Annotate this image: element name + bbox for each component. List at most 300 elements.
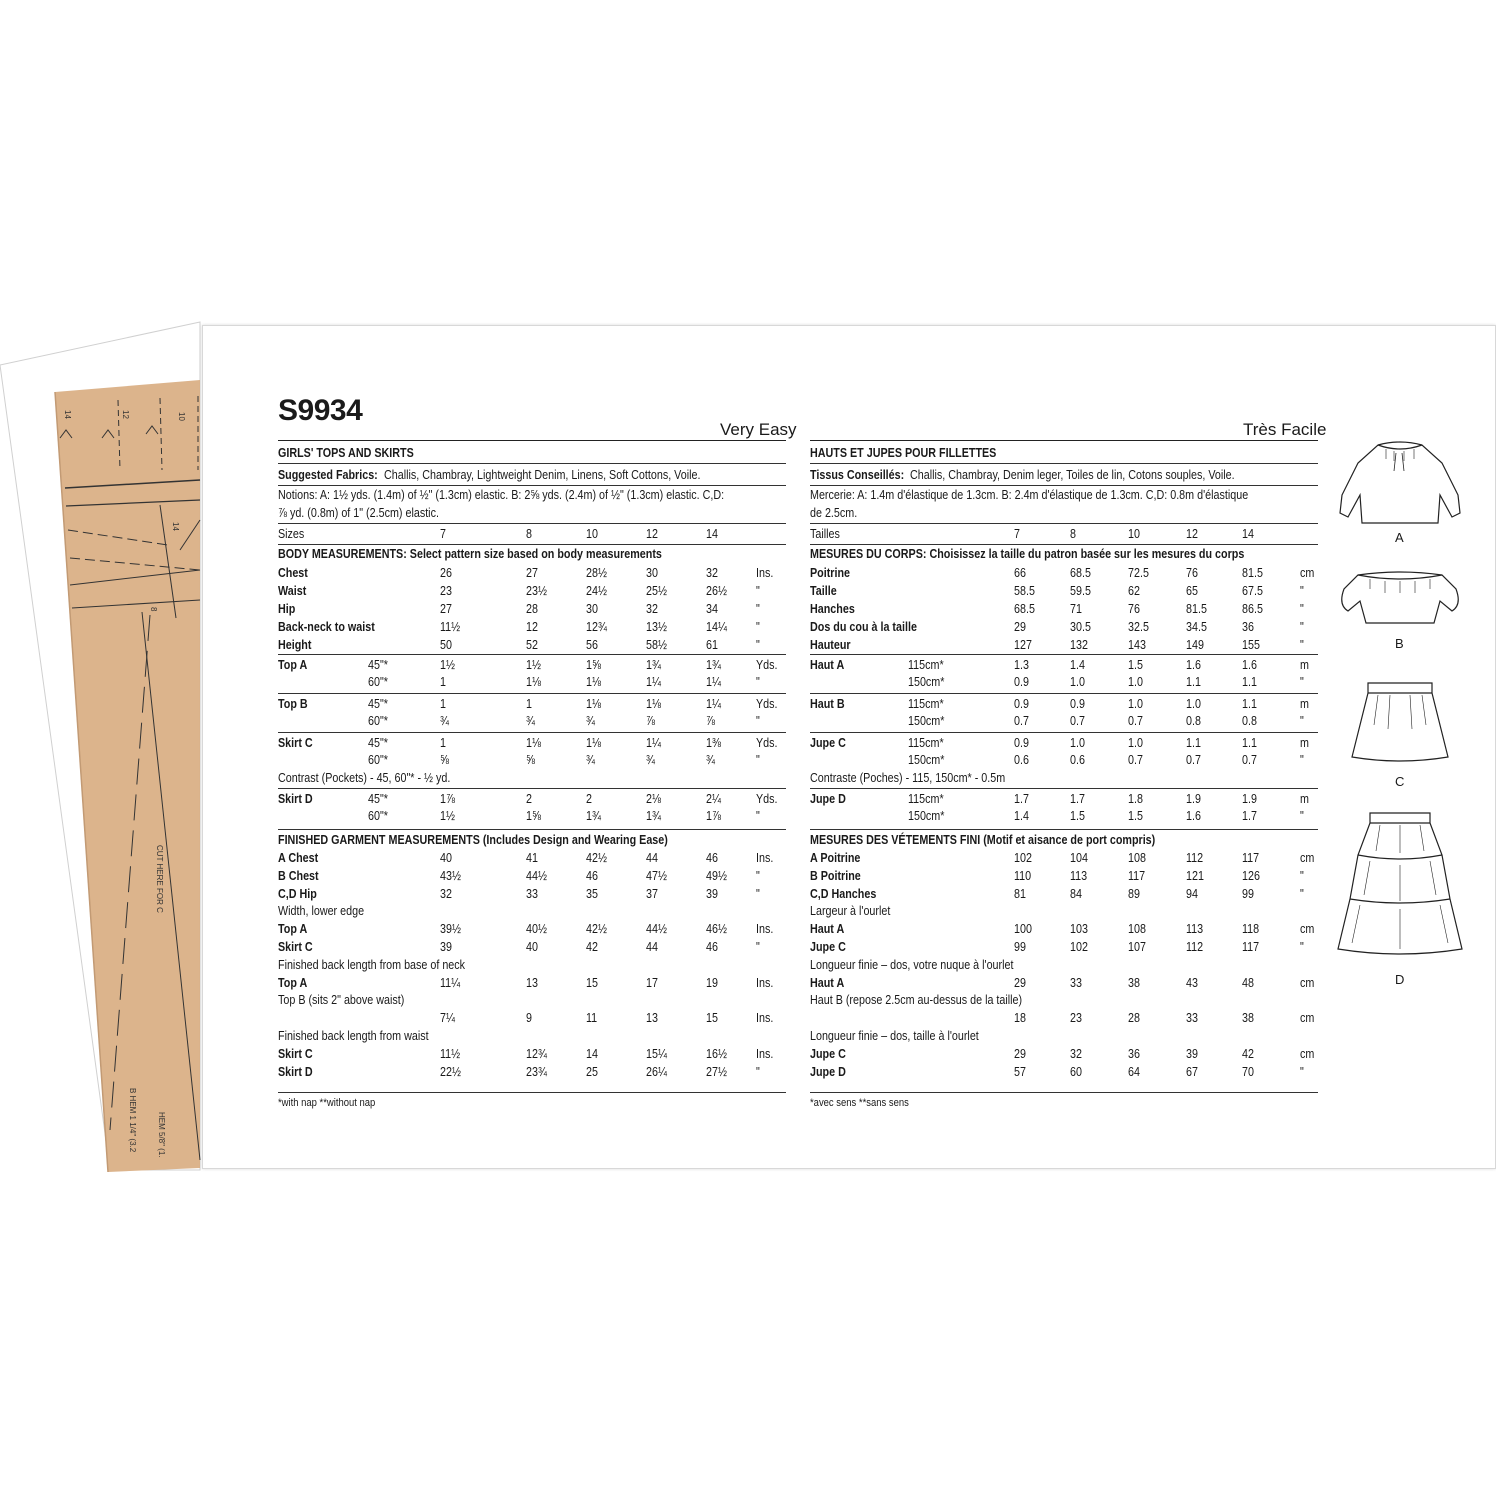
- finished-row-value: 104: [1070, 851, 1088, 865]
- fabric-width: 45"*: [368, 697, 388, 711]
- finished-row-value: 44½: [526, 868, 547, 883]
- size-header: 7: [440, 527, 446, 541]
- yardage-value: ⅝: [526, 753, 535, 767]
- contrast-pockets: Contraste (Poches) - 115, 150cm* - 0.5m: [810, 771, 1006, 785]
- finished-row-value: 60: [1070, 1064, 1082, 1079]
- body-row-value: 23: [440, 584, 452, 598]
- fabric-width: 45"*: [368, 658, 388, 672]
- body-row-value: 34.5: [1186, 620, 1207, 634]
- body-row-unit: ": [1300, 602, 1304, 616]
- yardage-value: ⅞: [646, 714, 655, 728]
- body-row-unit: ": [1300, 620, 1304, 634]
- yardage-value: 1.9: [1242, 792, 1257, 806]
- table-rule: [278, 1092, 786, 1093]
- body-row-value: 58.5: [1014, 584, 1035, 598]
- yardage-unit: Yds.: [756, 792, 778, 806]
- finished-row-value: 89: [1128, 886, 1140, 901]
- finished-row-value: 27½: [706, 1064, 727, 1079]
- yardage-value: 1.9: [1186, 792, 1201, 806]
- yardage-unit: ": [756, 753, 760, 767]
- yardage-value: 1⅜: [706, 736, 721, 750]
- finished-row-value: 117: [1128, 868, 1146, 883]
- finished-row-value: 9: [526, 1011, 532, 1026]
- finished-row-value: 70: [1242, 1064, 1254, 1079]
- body-row-label: Dos du cou à la taille: [810, 620, 917, 634]
- yardage-value: 2: [526, 792, 532, 806]
- finished-row-value: 25: [586, 1064, 598, 1079]
- finished-row-value: 94: [1186, 886, 1198, 901]
- yardage-value: 0.7: [1128, 753, 1143, 767]
- yardage-unit: m: [1300, 792, 1309, 806]
- body-row-value: 59.5: [1070, 584, 1091, 598]
- yardage-value: 1¾: [706, 658, 721, 672]
- finished-row-value: 64: [1128, 1064, 1140, 1079]
- yardage-value: 1.1: [1186, 736, 1201, 750]
- yardage-unit: ": [756, 809, 760, 823]
- yardage-value: 0.9: [1070, 697, 1085, 711]
- yardage-value: 1.5: [1070, 809, 1085, 823]
- yardage-value: 1⅛: [646, 697, 661, 711]
- yardage-value: ¾: [646, 753, 655, 767]
- tissue-cut-here-label: CUT HERE FOR C: [155, 845, 164, 913]
- body-row-value: 27: [440, 602, 452, 616]
- yardage-value: ¾: [586, 714, 595, 728]
- finished-row-unit: Ins.: [756, 851, 774, 865]
- finished-row-label: Haut A: [810, 922, 845, 937]
- yardage-value: 1.1: [1242, 736, 1257, 750]
- yardage-value: 1.4: [1070, 658, 1085, 672]
- body-row-value: 50: [440, 638, 452, 652]
- yardage-value: 1¼: [646, 675, 661, 689]
- yardage-unit: ": [756, 714, 760, 728]
- fabric-width: 60"*: [368, 714, 388, 728]
- finished-row-value: 33: [1186, 1011, 1198, 1026]
- garment-title: GIRLS' TOPS AND SKIRTS: [278, 446, 414, 460]
- finished-row-label: Width, lower edge: [278, 904, 365, 919]
- finished-row-value: 40½: [526, 922, 547, 937]
- finished-row-value: 49½: [706, 868, 727, 883]
- yardage-value: 1: [526, 697, 532, 711]
- yardage-value: 1.5: [1128, 658, 1143, 672]
- finished-row-label: Haut B (repose 2.5cm au-dessus de la taille): [810, 993, 1023, 1008]
- yardage-value: 1.0: [1128, 675, 1143, 689]
- finished-row-value: 117: [1242, 851, 1260, 865]
- body-row-value: 71: [1070, 602, 1082, 616]
- body-row-value: 32: [646, 602, 658, 616]
- body-row-unit: cm: [1300, 566, 1315, 580]
- finished-row-unit: ": [756, 940, 760, 954]
- finished-row-value: 84: [1070, 886, 1082, 901]
- fabric-width: 115cm*: [908, 792, 944, 806]
- body-row-value: 26½: [706, 584, 727, 598]
- finished-row-value: 117: [1242, 940, 1260, 954]
- fabric-width: 115cm*: [908, 697, 944, 711]
- finished-row-label: Longueur finie – dos, votre nuque à l'ourlet: [810, 957, 1014, 972]
- body-row-value: 14¼: [706, 620, 727, 634]
- finished-row-value: 108: [1128, 851, 1146, 865]
- yardage-value: 2¼: [706, 792, 721, 806]
- finished-row-value: 67: [1186, 1064, 1198, 1079]
- body-row-value: 26: [440, 566, 452, 580]
- fabric-width: 45"*: [368, 736, 388, 750]
- finished-row-value: 23: [1070, 1011, 1082, 1026]
- body-row-value: 36: [1242, 620, 1254, 634]
- table-rule: [810, 654, 1318, 655]
- finished-row-value: 39: [1186, 1046, 1198, 1061]
- finished-row-value: 112: [1186, 940, 1204, 954]
- yardage-value: 1⅛: [526, 736, 541, 750]
- body-row-value: 65: [1186, 584, 1198, 598]
- yardage-value: 1⅞: [440, 792, 455, 806]
- yardage-value: 1¾: [646, 658, 661, 672]
- yardage-value: 0.9: [1014, 736, 1029, 750]
- body-row-value: 149: [1186, 638, 1204, 652]
- yardage-value: 1.3: [1014, 658, 1029, 672]
- finished-row-value: 46½: [706, 922, 727, 937]
- yardage-value: 0.8: [1242, 714, 1257, 728]
- size-header: 12: [1186, 527, 1198, 541]
- finished-row-value: 17: [646, 975, 658, 990]
- finished-row-value: 38: [1242, 1011, 1254, 1026]
- finished-row-value: 22½: [440, 1064, 461, 1079]
- finished-row-value: 46: [706, 851, 718, 865]
- body-row-value: 28: [526, 602, 538, 616]
- finished-row-value: 13: [646, 1011, 658, 1026]
- footnote: *with nap **without nap: [278, 1097, 376, 1109]
- finished-row-value: 107: [1128, 940, 1146, 954]
- finished-row-value: 57: [1014, 1064, 1026, 1079]
- table-rule: [810, 732, 1318, 733]
- body-row-value: 32.5: [1128, 620, 1149, 634]
- yardage-view-label: Top B: [278, 697, 308, 711]
- yardage-value: 1.1: [1242, 675, 1257, 689]
- yardage-value: 1: [440, 736, 446, 750]
- yardage-value: 1.1: [1242, 697, 1257, 711]
- yardage-value: 1⅞: [706, 809, 721, 823]
- finished-row-label: Haut A: [810, 975, 845, 990]
- size-header: 8: [526, 527, 532, 541]
- finished-measurements-heading: MESURES DES VÉTEMENTS FINI (Motif et aisance de port compris): [810, 833, 1156, 847]
- finished-row-value: 44: [646, 940, 658, 954]
- fabrics-text: Challis, Chambray, Denim leger, Toiles de lin, Cotons souples, Voile.: [910, 468, 1235, 482]
- finished-row-value: 36: [1128, 1046, 1140, 1061]
- finished-row-value: 42½: [586, 922, 607, 937]
- yardage-value: 1⅝: [586, 658, 601, 672]
- sizes-label: Tailles: [810, 527, 840, 541]
- yardage-value: 0.7: [1186, 753, 1201, 767]
- yardage-value: 1⅛: [586, 736, 601, 750]
- finished-row-label: Jupe C: [810, 940, 846, 954]
- finished-row-value: 126: [1242, 868, 1260, 883]
- yardage-value: 1.4: [1014, 809, 1029, 823]
- finished-row-value: 44: [646, 851, 658, 865]
- finished-row-value: 39½: [440, 922, 461, 937]
- fabric-width: 150cm*: [908, 753, 945, 767]
- finished-row-value: 39: [706, 886, 718, 901]
- yardage-value: 1¼: [706, 675, 721, 689]
- view-illustrations: [1330, 425, 1480, 1005]
- yardage-view-label: Haut B: [810, 697, 845, 711]
- table-rule: [810, 693, 1318, 694]
- yardage-unit: ": [1300, 675, 1304, 689]
- body-row-unit: ": [756, 602, 760, 616]
- body-row-label: Poitrine: [810, 566, 851, 580]
- body-row-value: 143: [1128, 638, 1146, 652]
- size-header: 7: [1014, 527, 1020, 541]
- yardage-value: 1½: [526, 658, 541, 672]
- finished-row-value: 18: [1014, 1011, 1026, 1026]
- finished-row-unit: Ins.: [756, 975, 774, 990]
- yardage-value: 0.9: [1014, 697, 1029, 711]
- body-row-value: 27: [526, 566, 538, 580]
- yardage-value: 1⅛: [586, 675, 601, 689]
- table-rule: [278, 693, 786, 694]
- yardage-value: 1: [440, 697, 446, 711]
- yardage-unit: m: [1300, 697, 1309, 711]
- size-header: 14: [706, 527, 718, 541]
- finished-row-value: 40: [526, 940, 538, 954]
- body-row-value: 28½: [586, 566, 607, 580]
- yardage-value: 1.8: [1128, 792, 1143, 806]
- body-row-value: 13½: [646, 620, 667, 634]
- body-row-value: 11½: [440, 620, 461, 634]
- notions-line-1: Notions: A: 1½ yds. (1.4m) of ½" (1.3cm) elastic. B: 2⅝ yds. (2.4m) of ½" (1.3cm) elastic. C,D:: [278, 488, 725, 502]
- yardage-value: 1½: [440, 809, 455, 823]
- yardage-value: 1½: [440, 658, 455, 672]
- finished-row-value: 113: [1186, 922, 1204, 937]
- tissue-number-10: 10: [177, 412, 186, 421]
- yardage-value: ¾: [706, 753, 715, 767]
- finished-row-unit: ": [1300, 868, 1304, 883]
- table-rule: [810, 485, 1318, 486]
- finished-row-value: 38: [1128, 975, 1140, 990]
- finished-row-value: 43½: [440, 868, 461, 883]
- body-row-unit: ": [756, 584, 760, 598]
- finished-row-value: 13: [526, 975, 538, 990]
- body-row-unit: Ins.: [756, 566, 774, 580]
- finished-row-value: 33: [526, 886, 538, 901]
- yardage-value: 1¼: [706, 697, 721, 711]
- view-b-top-drawing: [1342, 572, 1459, 623]
- body-row-value: 52: [526, 638, 538, 652]
- finished-row-label: Jupe C: [810, 1046, 846, 1061]
- finished-row-value: 81: [1014, 886, 1026, 901]
- finished-row-label: B Poitrine: [810, 868, 861, 883]
- yardage-unit: ": [1300, 809, 1304, 823]
- finished-row-value: 37: [646, 886, 658, 901]
- finished-row-label: Finished back length from waist: [278, 1029, 429, 1043]
- yardage-value: 1.6: [1242, 658, 1257, 672]
- finished-row-value: 15: [586, 975, 598, 990]
- finished-row-value: 40: [440, 851, 452, 865]
- body-row-label: Taille: [810, 584, 837, 598]
- yardage-unit: m: [1300, 736, 1309, 750]
- finished-row-value: 99: [1242, 886, 1254, 901]
- finished-row-unit: Ins.: [756, 1046, 774, 1061]
- body-row-label: Chest: [278, 566, 308, 580]
- finished-row-label: Largeur à l'ourlet: [810, 904, 891, 919]
- yardage-unit: Yds.: [756, 658, 778, 672]
- body-row-label: Hip: [278, 602, 296, 616]
- difficulty-french: Très Facile: [1243, 420, 1327, 439]
- finished-row-value: 32: [440, 886, 452, 901]
- yardage-unit: ": [756, 675, 760, 689]
- table-rule: [810, 544, 1318, 545]
- tissue-number-12: 12: [121, 410, 130, 419]
- finished-row-value: 32: [1070, 1046, 1082, 1061]
- finished-row-value: 16½: [706, 1046, 727, 1061]
- body-row-value: 29: [1014, 620, 1026, 634]
- finished-row-unit: cm: [1300, 851, 1315, 865]
- yardage-unit: m: [1300, 658, 1309, 672]
- sizes-label: Sizes: [278, 527, 305, 541]
- body-row-value: 127: [1014, 638, 1032, 652]
- body-row-value: 32: [706, 566, 718, 580]
- table-rule: [278, 732, 786, 733]
- finished-row-value: 46: [706, 940, 718, 954]
- notions-line-1: Mercerie: A: 1.4m d'élastique de 1.3cm. B: 2.4m d'élastique de 1.3cm. C,D: 0.8m d'élastique: [810, 488, 1249, 502]
- yardage-unit: Yds.: [756, 697, 778, 711]
- view-a-top-drawing: [1340, 442, 1460, 523]
- table-rule: [810, 1092, 1318, 1093]
- finished-row-value: 11¼: [440, 975, 461, 990]
- yardage-value: ⅝: [440, 753, 449, 767]
- finished-row-unit: ": [1300, 1064, 1304, 1079]
- body-row-unit: ": [756, 638, 760, 652]
- finished-row-unit: cm: [1300, 1011, 1315, 1026]
- size-header: 12: [646, 527, 658, 541]
- yardage-value: 1.7: [1014, 792, 1029, 806]
- finished-row-value: 42: [1242, 1046, 1254, 1061]
- yardage-view-label: Skirt C: [278, 736, 313, 750]
- yardage-value: ⅞: [706, 714, 715, 728]
- yardage-view-label: Skirt D: [278, 792, 313, 806]
- body-measurements-heading: MESURES DU CORPS: Choisissez la taille du patron basée sur les mesures du corps: [810, 547, 1245, 561]
- yardage-value: 1¾: [586, 809, 601, 823]
- table-rule: [278, 829, 786, 830]
- finished-row-value: 14: [586, 1046, 598, 1061]
- view-d-skirt-drawing: [1338, 813, 1462, 954]
- fabrics-text: Challis, Chambray, Lightweight Denim, Linens, Soft Cottons, Voile.: [384, 468, 701, 482]
- finished-row-label: Jupe D: [810, 1064, 846, 1079]
- size-header: 10: [586, 527, 598, 541]
- body-row-value: 72.5: [1128, 566, 1149, 580]
- finished-row-unit: ": [756, 868, 760, 883]
- finished-row-value: 112: [1186, 851, 1204, 865]
- body-row-unit: ": [1300, 638, 1304, 652]
- finished-row-label: A Poitrine: [810, 851, 861, 865]
- finished-row-value: 113: [1070, 868, 1088, 883]
- finished-row-label: Top A: [278, 975, 308, 990]
- finished-row-value: 102: [1014, 851, 1032, 865]
- finished-row-label: Top A: [278, 922, 308, 937]
- view-d-label: D: [1395, 972, 1405, 987]
- yardage-view-label: Top A: [278, 658, 308, 672]
- finished-row-value: 26¼: [646, 1064, 667, 1079]
- fabric-width: 60"*: [368, 675, 388, 689]
- table-rule: [278, 485, 786, 486]
- yardage-unit: ": [1300, 753, 1304, 767]
- body-row-unit: ": [1300, 584, 1304, 598]
- finished-row-value: 42½: [586, 851, 607, 865]
- finished-row-value: 103: [1070, 922, 1088, 937]
- yardage-value: 0.8: [1186, 714, 1201, 728]
- fabric-width: 60"*: [368, 809, 388, 823]
- table-rule: [278, 544, 786, 545]
- finished-row-label: Top B (sits 2" above waist): [278, 993, 405, 1008]
- yardage-value: 0.7: [1070, 714, 1085, 728]
- body-row-value: 86.5: [1242, 602, 1263, 616]
- finished-row-label: C,D Hip: [278, 886, 317, 901]
- yardage-value: 1: [440, 675, 446, 689]
- finished-row-unit: ": [756, 1064, 760, 1079]
- yardage-value: 0.9: [1014, 675, 1029, 689]
- yardage-value: 1.0: [1186, 697, 1201, 711]
- finished-row-value: 99: [1014, 940, 1026, 954]
- body-row-value: 67.5: [1242, 584, 1263, 598]
- body-row-value: 30: [646, 566, 658, 580]
- body-row-value: 68.5: [1070, 566, 1091, 580]
- finished-row-label: A Chest: [278, 851, 319, 865]
- view-c-skirt-drawing: [1352, 683, 1448, 761]
- yardage-value: ¾: [440, 714, 449, 728]
- finished-row-unit: cm: [1300, 1046, 1315, 1061]
- yardage-view-label: Haut A: [810, 658, 845, 672]
- finished-row-value: 11: [586, 1011, 598, 1026]
- yardage-value: 1.0: [1128, 697, 1143, 711]
- pattern-number: S9934: [278, 394, 363, 427]
- yardage-value: ¾: [586, 753, 595, 767]
- finished-row-label: Skirt C: [278, 940, 313, 954]
- finished-row-value: 43: [1186, 975, 1198, 990]
- yardage-value: 1.7: [1070, 792, 1085, 806]
- body-row-label: Height: [278, 638, 312, 652]
- body-row-value: 61: [706, 638, 718, 652]
- yardage-value: 1.0: [1128, 736, 1143, 750]
- yardage-view-label: Jupe C: [810, 736, 846, 750]
- yardage-value: 2: [586, 792, 592, 806]
- yardage-value: 2⅛: [646, 792, 661, 806]
- tissue-number-14: 14: [63, 410, 72, 419]
- finished-row-label: Skirt D: [278, 1064, 313, 1079]
- table-rule: [278, 654, 786, 655]
- table-rule: [810, 523, 1318, 524]
- finished-row-value: 108: [1128, 922, 1146, 937]
- contrast-pockets: Contrast (Pockets) - 45, 60"* - ½ yd.: [278, 771, 451, 785]
- finished-row-unit: Ins.: [756, 922, 774, 937]
- tissue-b-hem-label: B HEM 1 1/4" (3.2: [128, 1088, 137, 1153]
- notions-line-2: ⅞ yd. (0.8m) of 1" (2.5cm) elastic.: [278, 506, 439, 520]
- finished-row-value: 33: [1070, 975, 1082, 990]
- body-measurements-heading: BODY MEASUREMENTS: Select pattern size based on body measurements: [278, 547, 662, 561]
- body-row-label: Hanches: [810, 602, 855, 616]
- finished-row-value: 19: [706, 975, 718, 990]
- finished-row-value: 46: [586, 868, 598, 883]
- body-row-value: 76: [1128, 602, 1140, 616]
- body-row-value: 76: [1186, 566, 1198, 580]
- finished-row-unit: cm: [1300, 975, 1315, 990]
- footnote: *avec sens **sans sens: [810, 1097, 909, 1109]
- body-row-value: 62: [1128, 584, 1140, 598]
- body-row-value: 12¾: [586, 620, 607, 634]
- finished-row-label: Skirt C: [278, 1046, 313, 1061]
- finished-row-value: 23¾: [526, 1064, 547, 1079]
- fabric-width: 150cm*: [908, 675, 945, 689]
- body-row-value: 25½: [646, 584, 667, 598]
- body-row-label: Hauteur: [810, 638, 851, 652]
- yardage-value: 1.0: [1070, 736, 1085, 750]
- finished-row-value: 42: [586, 940, 598, 954]
